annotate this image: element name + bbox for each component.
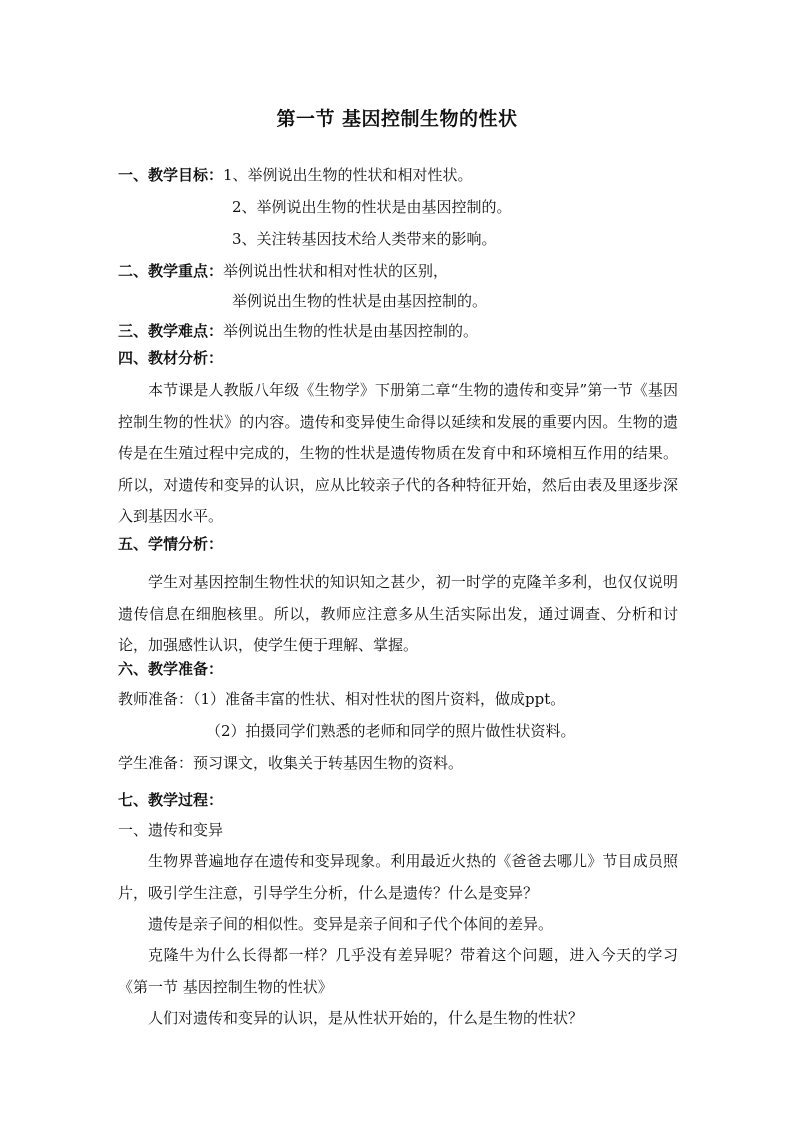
goals-heading: 一、教学目标：	[118, 166, 224, 184]
goal-item: 3、关注转基因技术给人类带来的影响。	[232, 230, 497, 248]
teacher-prep-row	[118, 689, 565, 709]
teacher-prep-item: （1）准备丰富的性状、相对性状的图片资料，做成ppt。	[193, 690, 566, 708]
process-paragraph: 遗传是亲子间的相似性。变异是亲子间和子代个体间的差异。	[148, 915, 554, 933]
page-title: 第一节 基因控制生物的性状	[276, 108, 518, 130]
process-paragraph: 生物界普遍地存在遗传和变异现象。利用最近火热的《爸爸去哪儿》节目成员照片，吸引学生注意，引导学生分析，什么是遗传？什么是变异？	[118, 852, 678, 902]
key-points-row	[118, 261, 448, 281]
process-paragraph: 克隆牛为什么长得都一样？几乎没有差异呢？带着这个问题，进入今天的学习《第一节 基因控制生物的性状》	[118, 946, 678, 996]
material-analysis-heading: 四、教材分析：	[118, 349, 224, 367]
teacher-prep-item: （2）拍摄同学们熟悉的老师和同学的照片做性状资料。	[206, 722, 576, 740]
material-analysis-paragraph: 本节课是人教版八年级《生物学》下册第二章“生物的遗传和变异”第一节《基因控制生物的性状》的内容。遗传和变异使生命得以延续和发展的重要内因。生物的遗传是在生殖过程中完成的，生物的性状是遗传物质在发育中和环境相互作用的结果。所以，对遗传和变异的认识，应从比较亲子代的各种特征开始，然后由表及里逐步深入到基因水平。	[118, 381, 678, 525]
goal-item: 1、举例说出生物的性状和相对性状。	[223, 166, 473, 184]
teacher-prep-label: 教师准备：	[118, 690, 194, 708]
process-paragraph: 人们对遗传和变异的认识，是从性状开始的，什么是生物的性状？	[148, 1009, 584, 1027]
goals-row	[118, 165, 473, 185]
key-point-item: 举例说出生物的性状是由基因控制的。	[232, 292, 488, 310]
difficulty-row	[118, 321, 478, 341]
student-prep: 学生准备：预习课文，收集关于转基因生物的资料。	[118, 754, 464, 772]
preparation-heading: 六、教学准备：	[118, 660, 224, 678]
process-heading: 七、教学过程：	[118, 791, 224, 809]
difficulty-text: 举例说出生物的性状是由基因控制的。	[223, 322, 479, 340]
difficulty-heading: 三、教学难点：	[118, 322, 224, 340]
key-points-heading: 二、教学重点：	[118, 262, 224, 280]
goal-item: 2、举例说出生物的性状是由基因控制的。	[232, 198, 512, 216]
student-analysis-heading: 五、学情分析：	[118, 535, 224, 553]
process-section-title: 一、遗传和变异	[118, 821, 224, 839]
student-analysis-paragraph: 学生对基因控制生物性状的知识知之甚少，初一时学的克隆羊多利，也仅仅说明遗传信息在细胞核里。所以，教师应注意多从生活实际出发，通过调查、分析和讨论，加强感性认识，使学生便于理解、掌握。	[118, 573, 678, 654]
key-point-item: 举例说出性状和相对性状的区别，	[223, 262, 449, 280]
